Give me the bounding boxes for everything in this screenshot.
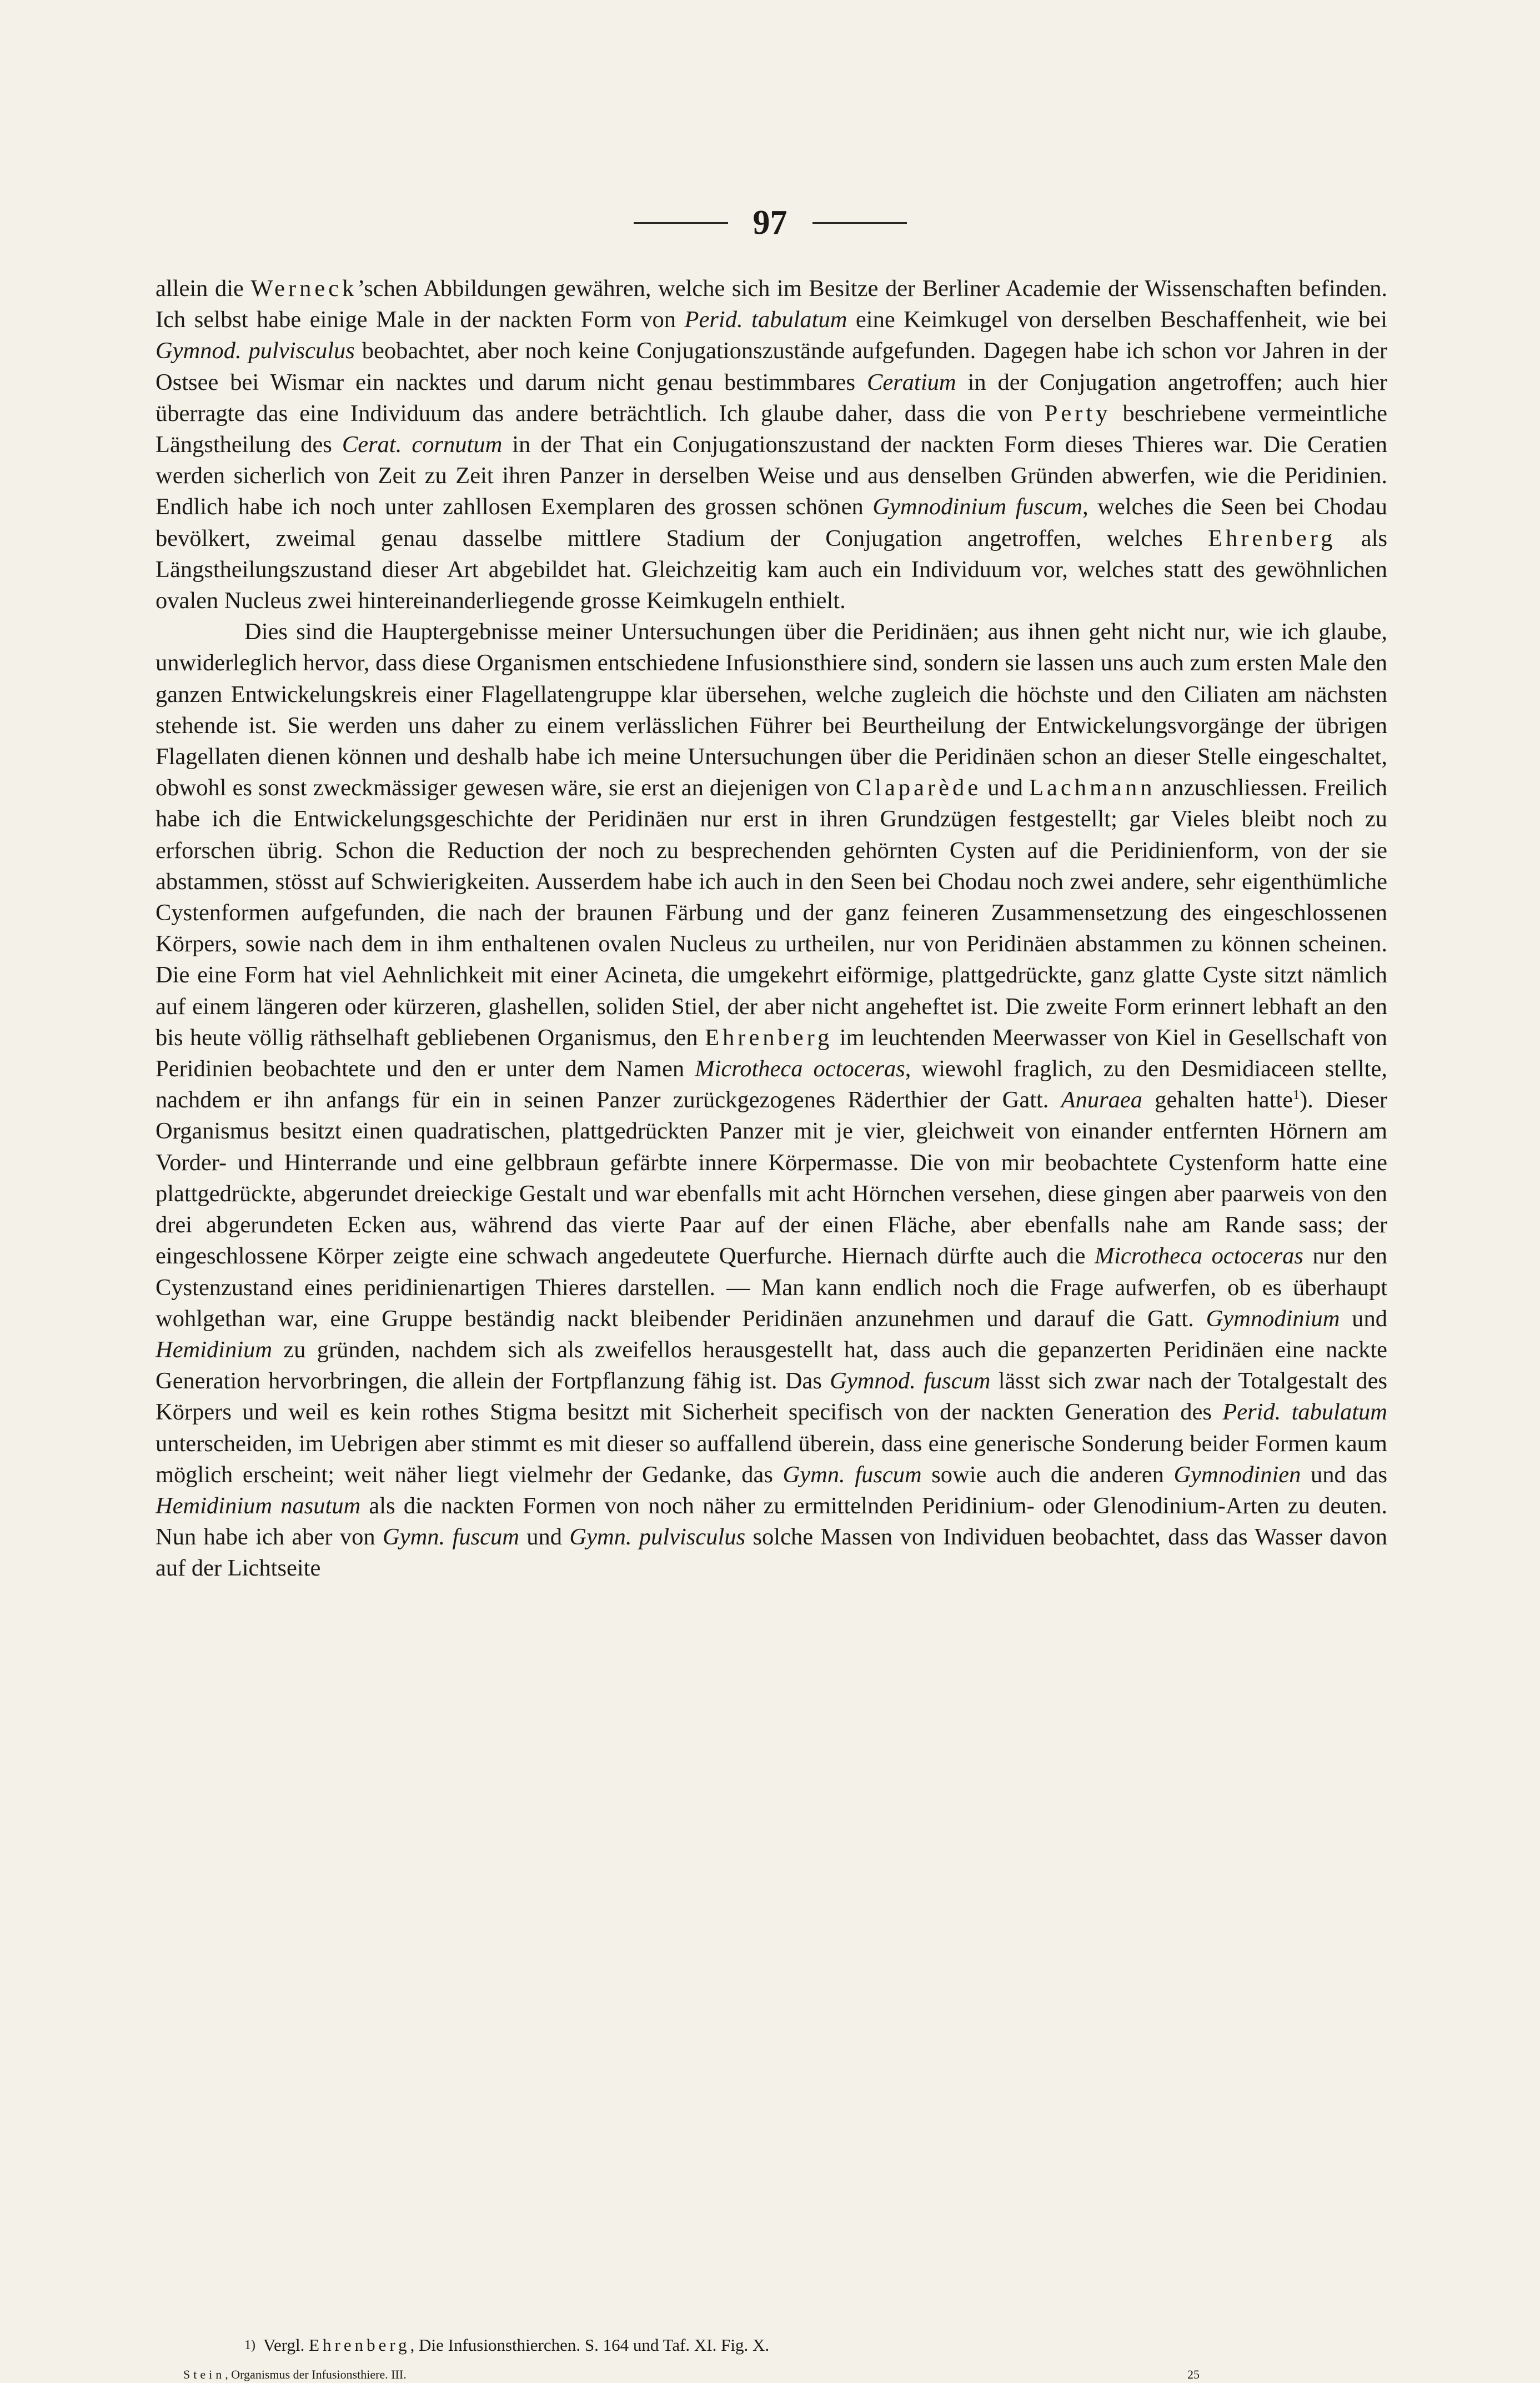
text-run: anzuschliessen. Freilich habe ich die Entwickelungsgeschichte der Peridinäen nur erst in ihren Grundzügen festgestellt; gar Vieles bleibt noch zu erforschen übrig. Schon die Reduction der noch zu besprechenden gehörnten Cysten auf die Peridinienform, von der sie abstammen, stösst auf Schwierigkeiten. Ausserdem habe ich auch in den Seen bei Chodau noch zwei andere, sehr eigenthümliche Cystenformen aufgefunden, die nach der braunen Färbung und der ganz feineren Zusammensetzung des eingeschlossenen Körpers, sowie nach dem in ihm enthaltenen ovalen Nucleus zu urtheilen, nur von Peridinäen abstammen zu können scheinen. Die eine Form hat viel Aehnlichkeit mit einer Acineta, die umgekehrt eiförmige, plattgedrückte, ganz glatte Cyste sitzt nämlich auf einem längeren oder kürzeren, glashellen, soliden Stiel, der aber nicht angeheftet ist. Die zweite Form erinnert lebhaft an den bis heute völlig räthselhaft gebliebenen Organismus, den	[155, 775, 1388, 1051]
spaced-name: Perty	[1044, 400, 1111, 427]
text-run: beschriebene vermeintliche Längstheilung des	[155, 400, 1388, 458]
body-text	[155, 273, 1387, 1584]
text-run: beobachtet, aber noch keine Conjugationszustände aufgefunden. Dagegen habe ich schon vor Jahren in der Ostsee bei Wismar ein nacktes und darum nicht genau bestimmbares	[155, 338, 1387, 395]
italic-taxon: Gymnod. pulvisculus	[155, 338, 355, 364]
italic-taxon: Gymnod. fuscum	[830, 1368, 991, 1394]
italic-taxon: Gymnodinium	[1206, 1305, 1340, 1332]
italic-taxon: Hemidinium nasutum	[155, 1492, 361, 1519]
signature-title	[183, 2366, 407, 2383]
spaced-name: Ehrenberg	[705, 1024, 833, 1051]
text-run: und	[1340, 1305, 1387, 1332]
italic-taxon: Ceratium	[867, 369, 956, 395]
spaced-name: Lachmann	[1029, 775, 1156, 801]
text-run: in der Conjugation angetroffen; auch hier überragte das eine Individuum das andere beträchtlich. Ich glaube daher, dass die von	[155, 369, 1387, 427]
page-number: 97	[753, 204, 787, 242]
footnote-text: , Die Infusionsthierchen. S. 164 und Taf. XI. Fig. X.	[410, 2335, 770, 2355]
text-run: im leuchtenden Meerwasser von Kiel in Gesellschaft von Peridinien beobachtete und den er unter dem Namen	[155, 1024, 1387, 1082]
spaced-name: Ehrenberg	[1208, 525, 1336, 551]
text-run: als Längstheilungszustand dieser Art abgebildet hat. Gleichzeitig kam auch ein Individuum vor, welches statt des gewöhnlichen ovalen Nucleus zwei hintereinanderliegende grosse Keimkugeln enthielt.	[155, 525, 1387, 614]
spaced-name: Werneck	[250, 275, 358, 302]
text-run: in der That ein Conjugationszustand der nackten Form dieses Thieres war. Die Ceratien werden sicherlich von Zeit zu Zeit ihren Panzer in derselben Weise und aus denselben Gründen abwerfen, wie die Peridinien. Endlich habe ich noch unter zahllosen Exemplaren des grossen schönen	[155, 432, 1387, 520]
signature-line	[183, 2366, 1200, 2383]
text-run: lässt sich zwar nach der Totalgestalt des Körpers und weil es kein rothes Stigma besitzt mit Sicherheit specifisch von der nackten Generation des	[155, 1368, 1387, 1426]
text-run: gehalten hatte	[1142, 1087, 1293, 1113]
italic-taxon: Hemidinium	[155, 1336, 273, 1363]
text-run: ’schen Abbildungen gewähren, welche sich im Besitze der Berliner Academie der Wissenschaften befinden. Ich selbst habe einige Male in der nackten Form von	[155, 275, 1387, 333]
text-run: , welches die Seen bei Chodau bevölkert, zweimal genau dasselbe mittlere Stadium der Conjugation angetroffen, welches	[155, 494, 1387, 551]
text-run: als die nackten Formen von noch näher zu ermittelnden Peridinium- oder Glenodinium-Arten zu deuten. Nun habe ich aber von	[155, 1492, 1387, 1551]
text-run: und	[519, 1524, 570, 1551]
paragraph	[155, 616, 1387, 1584]
text-run: Dies sind die Hauptergebnisse meiner Untersuchungen über die Peridinäen; aus ihnen geht nicht nur, wie ich glaube, unwiderleglich hervor, dass diese Organismen entschiedene Infusionsthiere sind, sondern sie lassen uns auch zum ersten Male den ganzen Entwickelungskreis einer Flagellatengruppe klar übersehen, welche zugleich die höchste und den Ciliaten am nächsten stehende ist. Sie werden uns daher zu einem verlässlichen Führer bei Beurtheilung der Entwickelungsvorgänge der übrigen Flagellaten dienen können und deshalb habe ich meine Untersuchungen über die Peridinäen schon an dieser Stelle eingeschaltet, obwohl es sonst zweckmässiger gewesen wäre, sie erst an diejenigen von	[155, 619, 1387, 801]
footnote-prefix: Vergl.	[263, 2335, 309, 2355]
italic-taxon: Gymn. pulvisculus	[569, 1524, 746, 1551]
text-run: sowie auch die anderen	[921, 1461, 1174, 1488]
footnote-reference: 1	[1293, 1088, 1300, 1103]
signature-work: , Organismus der Infusionsthiere. III.	[225, 2367, 407, 2381]
italic-taxon: Gymn. fuscum	[782, 1461, 922, 1488]
text-run: und das	[1301, 1461, 1388, 1488]
italic-taxon: Gymnodinien	[1173, 1461, 1301, 1488]
text-run: nur den Cystenzustand eines peridinienartigen Thieres darstellen. — Man kann endlich noch die Frage aufwerfen, ob es überhaupt wohlgethan war, eine Gruppe beständig nackt bleibender Peridinäen anzunehmen und darauf die Gatt.	[155, 1243, 1387, 1332]
text-run: und	[981, 775, 1030, 801]
italic-taxon: Cerat. cornutum	[342, 432, 503, 458]
paragraph	[155, 273, 1387, 616]
header-rule-right	[812, 222, 907, 224]
text-run: solche Massen von Individuen beobachtet, dass das Wasser davon auf der Lichtseite	[155, 1524, 1387, 1582]
text-run: ). Dieser Organismus besitzt einen quadratischen, plattgedrückten Panzer mit je vier, gleichweit von einander entfernten Hörnern am Vorder- und Hinterrande und eine gelbbraun gefärbte innere Körpermasse. Die von mir beobachtete Cystenform hatte eine plattgedrückte, abgerundet dreieckige Gestalt und war ebenfalls mit acht Hörnchen versehen, diese gingen aber paarweis von den drei abgerundeten Ecken aus, während das vierte Paar auf der einen Fläche, aber ebenfalls nahe am Rande sass; der eingeschlossene Körper zeigte eine schwach angedeutete Querfurche. Hiernach dürfte auch die	[155, 1087, 1387, 1270]
italic-taxon: Gymnodinium fuscum	[872, 494, 1083, 520]
text-run: zu gründen, nachdem sich als zweifellos herausgestellt hat, dass auch die gepanzerten Peridinäen eine nackte Generation hervorbringen, die allein der Fortpflanzung fähig ist. Das	[155, 1336, 1387, 1394]
italic-taxon: Anuraea	[1061, 1087, 1143, 1113]
signature-sheet-number: 25	[1187, 2367, 1200, 2381]
text-run: eine Keimkugel von derselben Beschaffenheit, wie bei	[847, 307, 1387, 333]
footnote	[244, 2334, 1355, 2356]
italic-taxon: Microtheca octoceras	[695, 1056, 905, 1082]
text-run: allein die	[155, 275, 251, 302]
text-run: unterscheiden, im Uebrigen aber stimmt es mit dieser so auffallend überein, dass eine generische Sonderung beider Formen kaum möglich erscheint; weit näher liegt vielmehr der Gedanke, das	[155, 1430, 1387, 1488]
italic-taxon: Perid. tabulatum	[684, 307, 847, 333]
footnote-author: Ehrenberg	[309, 2335, 410, 2355]
page-header	[0, 205, 1540, 240]
spaced-name: Claparède	[855, 775, 982, 801]
italic-taxon: Perid. tabulatum	[1222, 1399, 1387, 1426]
text-run: , wiewohl fraglich, zu den Desmidiaceen stellte, nachdem er ihn anfangs für ein in seinen Panzer zurückgezogenes Räderthier der Gatt.	[155, 1056, 1387, 1113]
italic-taxon: Microtheca octoceras	[1094, 1243, 1303, 1270]
italic-taxon: Gymn. fuscum	[383, 1524, 519, 1551]
header-rule-left	[634, 222, 728, 224]
footnote-mark: 1)	[244, 2338, 255, 2352]
signature-author: Stein	[183, 2367, 225, 2381]
